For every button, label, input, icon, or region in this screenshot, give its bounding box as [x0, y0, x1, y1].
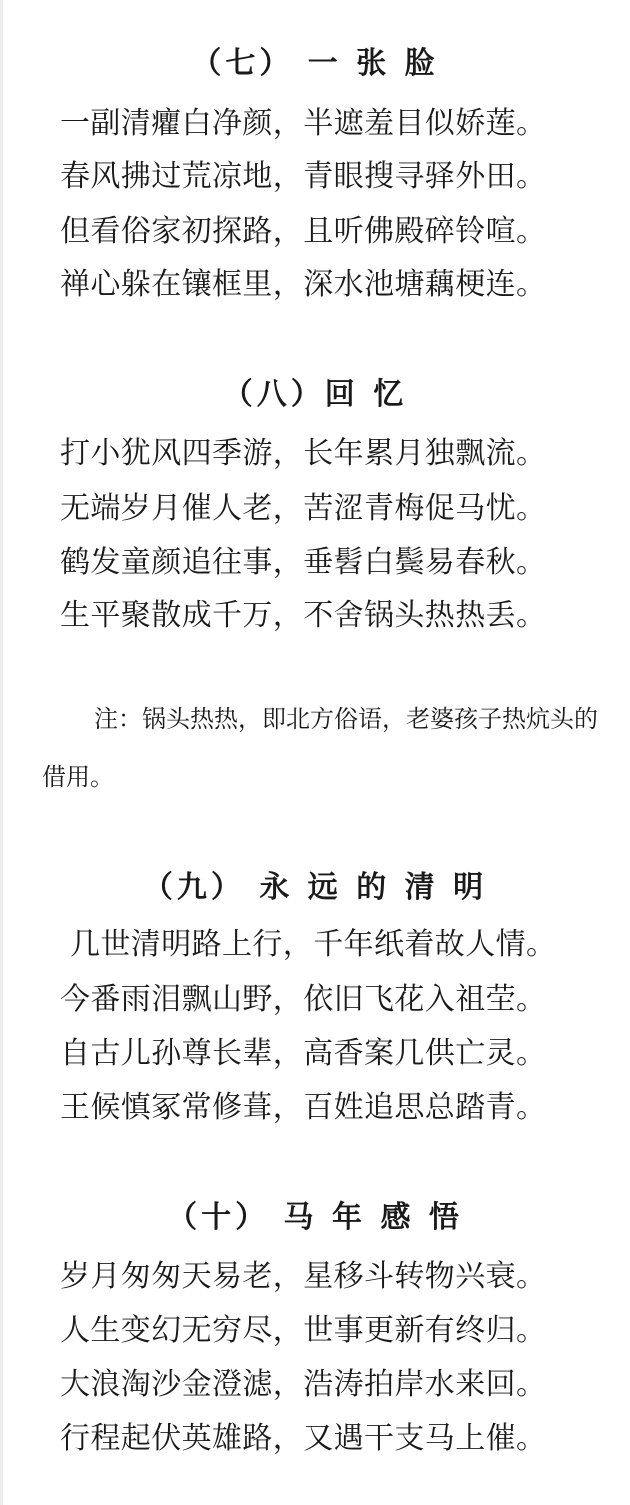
poem-heading: （八）回 忆 [222, 377, 408, 412]
poem-line: 行程起伏英雄路，又遇干支马上催。 [60, 1421, 547, 1456]
poem-line: 人生变幻无穷尽，世事更新有终归。 [60, 1313, 547, 1348]
poem-line: 生平聚散成千万，不舍锅头热热丢。 [60, 598, 547, 633]
poem-line: 王候慎冢常修葺，百姓追思总踏青。 [60, 1090, 547, 1125]
poem-line: 大浪淘沙金澄滤，浩涛拍岸水来回。 [60, 1367, 547, 1402]
poem-line: 今番雨泪飘山野，依旧飞花入祖茔。 [60, 982, 547, 1017]
poem-heading: （十） 马 年 感 悟 [167, 1200, 463, 1235]
poem-line: 鹤发童颜追往事，垂髫白鬓易春秋。 [60, 545, 547, 580]
poem-line: 自古儿孙尊长辈，高香案几供亡灵。 [60, 1036, 547, 1071]
left-border [0, 0, 3, 1505]
poem-line: 无端岁月催人老，苦涩青梅促马忧。 [60, 491, 547, 526]
poem-line: 一副清癯白净颜，半遮羞目似娇莲。 [60, 106, 547, 141]
footnote: 注：锅头热热，即北方俗语，老婆孩子热炕头的借用。 [42, 705, 598, 791]
poem-line: 但看俗家初探路，且听佛殿碎铃喧。 [60, 214, 547, 249]
poem-line: 春风拂过荒凉地，青眼搜寻驿外田。 [60, 159, 547, 194]
poem-line: 岁月匆匆天易老，星移斗转物兴衰。 [60, 1259, 547, 1294]
poem-line: 几世清明路上行，千年纸着故人情。 [70, 927, 557, 962]
poem-heading: （九） 永 远 的 清 明 [142, 870, 488, 905]
poem-line: 打小犹风四季游，长年累月独飘流。 [60, 436, 547, 471]
poem-heading: （七） 一 张 脸 [191, 46, 439, 81]
poem-line: 禅心躲在镶框里，深水池塘藕梗连。 [60, 267, 547, 302]
